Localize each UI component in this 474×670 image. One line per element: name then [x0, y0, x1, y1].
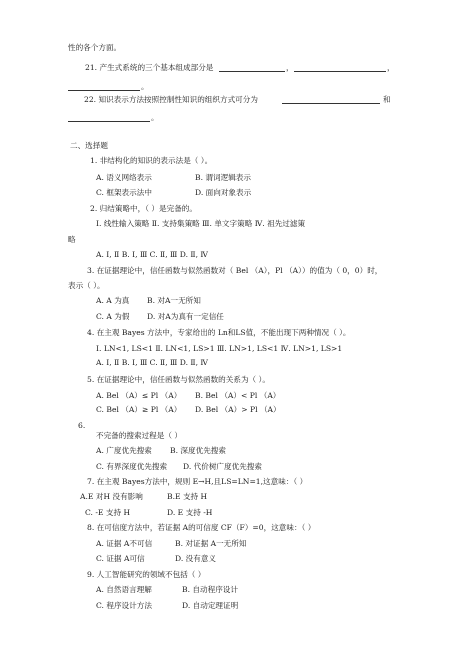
statement-list: Ⅰ. 线性输入策略 Ⅱ. 支持集策略 Ⅲ. 单文字策略 Ⅳ. 祖先过滤策 [96, 219, 306, 228]
option-c[interactable]: C. 框架表示法中 [96, 188, 152, 197]
option-a[interactable]: A. 语义网络表示 [96, 173, 152, 182]
option-a[interactable]: A. 自然语言理解 [96, 585, 152, 594]
option-c[interactable]: C. -E 支持 H [85, 508, 131, 517]
blank-line[interactable] [282, 103, 380, 104]
answer-options[interactable]: A. Ⅰ, Ⅱ B. Ⅰ, Ⅲ C. Ⅱ, Ⅲ D. Ⅱ, Ⅳ [96, 250, 208, 259]
line-end: 。 [151, 113, 159, 122]
option-d[interactable]: D. 面向对象表示 [195, 188, 252, 197]
question-6: 不完备的搜索过程是（ ） [96, 431, 182, 440]
option-b[interactable]: B. 对证据 A一无所知 [175, 539, 247, 548]
question-continuation: 表示（ ）。 [68, 281, 105, 290]
option-d[interactable]: D. Bel （A）> Pl （A） [195, 405, 281, 414]
option-b[interactable]: B. 自动程序设计 [182, 585, 238, 594]
option-d[interactable]: D. 自动定理证明 [182, 601, 239, 610]
option-c[interactable]: C. 证据 A可信 [96, 554, 145, 563]
option-b[interactable]: B. 深度优先搜索 [170, 446, 226, 455]
option-a[interactable]: A. Bel （A）≤ Pl （A） [96, 391, 182, 400]
statement-list: Ⅰ. LN<1, LS<1 Ⅱ. LN<1, LS>1 Ⅲ. LN>1, LS<1 Ⅳ. LN>1, LS>1 [96, 344, 343, 353]
option-d[interactable]: D. 代价树广度优先搜索 [183, 462, 262, 471]
question-22: 22. 知识表示方法按照控制性知识的组织方式可分为 [84, 95, 258, 104]
option-c[interactable]: C. Bel （A）≥ Pl （A） [96, 405, 182, 414]
option-a[interactable]: A. A 为真 [96, 296, 130, 305]
question-3: 3. 在证据理论中，信任函数与似然函数对（ Bel （A），Pl （A））的值为（ 0，0）时， [87, 266, 383, 275]
separator: ， [387, 63, 395, 72]
blank-line[interactable] [294, 71, 386, 72]
question-4: 4. 在主观 Bayes 方法中，专家给出的 Ln和LS值，不能出现下两种情况（ ）。 [87, 328, 351, 337]
question-8: 8. 在可信度方法中，若证据 A的可信度 CF（F）=0，这意味：（ ） [87, 523, 316, 532]
blank-line[interactable] [68, 90, 140, 91]
question-5: 5. 在证据理论中，信任函数与似然函数的关系为（ ）。 [87, 375, 270, 384]
option-b[interactable]: B. Bel （A）< Pl （A） [195, 391, 281, 400]
option-b[interactable]: B. 谓词逻辑表示 [195, 173, 251, 182]
option-d[interactable]: D. 对A为真有一定信任 [147, 312, 224, 321]
option-c[interactable]: C. 有界深度优先搜索 [96, 462, 168, 471]
question-6-number: 6. [78, 421, 86, 430]
blank-line[interactable] [219, 71, 285, 72]
question-9: 9. 人工智能研究的领域不包括（ ） [87, 570, 206, 579]
question-21: 21. 产生式系统的三个基本组成部分是 [85, 63, 214, 72]
question-1: 1. 非结构化的知识的表示法是（ ）。 [90, 156, 213, 165]
option-b[interactable]: B. 对A一无所知 [147, 296, 201, 305]
line-end: 。 [141, 82, 149, 91]
statement-continuation: 略 [68, 235, 76, 244]
option-b[interactable]: B.E 支持 H [167, 492, 208, 501]
text-line: 性的各个方面。 [68, 43, 122, 52]
question-2: 2. 归结策略中，（ ）是完备的。 [90, 204, 197, 213]
option-d[interactable]: D. E 支持 -H [167, 508, 213, 517]
option-c[interactable]: C. 程序设计方法 [96, 601, 152, 610]
question-7: 7. 在主观 Bayes方法中，规则 E→H,且LS=LN=1,这意味：（ ） [87, 477, 308, 486]
conjunction: 和 [383, 95, 391, 104]
section-heading: 二、选择题 [70, 141, 108, 150]
answer-options[interactable]: A. Ⅰ, Ⅱ B. Ⅰ, Ⅲ C. Ⅱ, Ⅲ D. Ⅱ, Ⅳ [96, 358, 208, 367]
option-a[interactable]: A. 广度优先搜索 [96, 446, 152, 455]
option-a[interactable]: A. 证据 A不可信 [96, 539, 153, 548]
option-a[interactable]: A.E 对H 没有影响 [80, 492, 143, 501]
separator: ， [286, 63, 294, 72]
option-d[interactable]: D. 没有意义 [175, 554, 217, 563]
blank-line[interactable] [68, 121, 150, 122]
option-c[interactable]: C. A 为假 [96, 312, 130, 321]
